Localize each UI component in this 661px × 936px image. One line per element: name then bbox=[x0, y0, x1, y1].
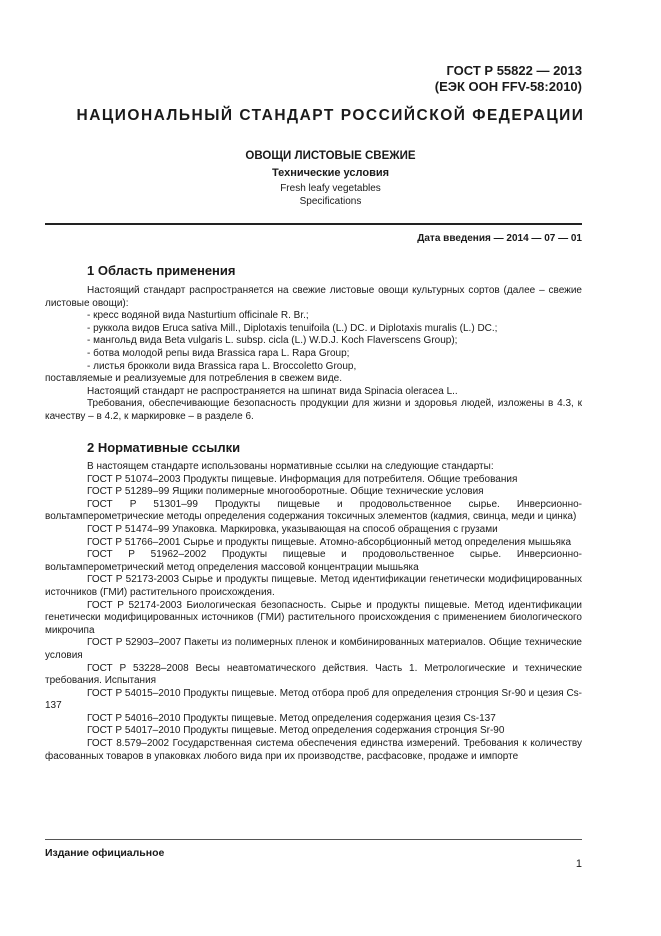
reference-item: ГОСТ Р 51962–2002 Продукты пищевые и продовольственное сырье. Инверсионно-вольтамперометрический метод определения массовой концентрации мышьяка bbox=[45, 549, 582, 573]
title-ru-main: ОВОЩИ ЛИСТОВЫЕ СВЕЖИЕ bbox=[245, 150, 416, 162]
list-item: - ботва молодой репы вида Brassica rapa L. Rapa Group; bbox=[87, 347, 350, 359]
reference-item: ГОСТ Р 51289–99 Ящики полимерные многооборотные. Общие технические условия bbox=[87, 486, 484, 498]
list-item: - листья брокколи вида Brassica rapa L. Broccoletto Group, bbox=[87, 360, 357, 372]
introduction-date: Дата введения — 2014 — 07 — 01 bbox=[417, 233, 582, 244]
document-code bbox=[435, 63, 582, 95]
paragraph: Настоящий стандарт не распространяется на шпинат вида Spinacia oleracea L.. bbox=[87, 385, 458, 397]
list-item: - мангольд вида Beta vulgaris L. subsp. cicla (L.) W.D.J. Koch Flaverscens Group); bbox=[87, 335, 458, 347]
national-standard-heading: НАЦИОНАЛЬНЫЙ СТАНДАРТ РОССИЙСКОЙ ФЕДЕРАЦИИ bbox=[76, 107, 585, 124]
reference-item: ГОСТ Р 54016–2010 Продукты пищевые. Метод определения содержания цезия Cs-137 bbox=[87, 712, 496, 724]
title-en-main: Fresh leafy vegetables bbox=[280, 183, 381, 194]
reference-item: ГОСТ Р 51474–99 Упаковка. Маркировка, указывающая на способ обращения с грузами bbox=[87, 523, 498, 535]
title-divider bbox=[45, 223, 582, 225]
edition-label: Издание официальное bbox=[45, 847, 165, 859]
reference-item: ГОСТ Р 51766–2001 Сырье и продукты пищевые. Атомно-абсорбционный метод определения мышьяка bbox=[87, 536, 572, 548]
page-number: 1 bbox=[575, 858, 582, 870]
reference-item: ГОСТ Р 54017–2010 Продукты пищевые. Метод определения содержания стронция Sr-90 bbox=[87, 725, 505, 737]
reference-item: ГОСТ Р 52173-2003 Сырье и продукты пищевые. Метод идентификации генетически модифицированных источников (ГМИ) растительного происхождения. bbox=[45, 574, 582, 598]
reference-item: ГОСТ 8.579–2002 Государственная система обеспечения единства измерений. Требования к количеству фасованных товаров в упаковках любого вида при их производстве, расфасовке, продаже и импорте bbox=[45, 738, 582, 762]
title-ru-sub: Технические условия bbox=[271, 167, 390, 179]
reference-item: ГОСТ Р 52174-2003 Биологическая безопасность. Сырье и продукты пищевые. Метод идентификации генетически модифицированных источников (ГМИ) растительного происхождения с применением биологического микрочипа bbox=[45, 599, 582, 636]
section2-heading: 2 Нормативные ссылки bbox=[87, 440, 241, 455]
paragraph: Настоящий стандарт распространяется на свежие листовые овощи культурных сортов (далее – свежие листовые овощи): bbox=[45, 285, 582, 309]
paragraph: Требования, обеспечивающие безопасность продукции для жизни и здоровья людей, изложены в 4.3, к качеству – в 4.2, к маркировке – в разделе 6. bbox=[45, 398, 582, 422]
list-item: - руккола видов Eruca sativa Mill., Diplotaxis tenuifoila (L.) DC. и Diplotaxis muralis (L.) DC.; bbox=[87, 322, 498, 334]
reference-item: ГОСТ Р 53228–2008 Весы неавтоматического действия. Часть 1. Метрологические и технические требования. Испытания bbox=[45, 662, 582, 687]
footer-divider bbox=[45, 839, 582, 840]
section2-body bbox=[45, 461, 582, 763]
title-en-sub: Specifications bbox=[299, 196, 362, 207]
reference-item: ГОСТ Р 51301–99 Продукты пищевые и продовольственное сырье. Инверсионно-вольтамперометрические методы определения содержания токсичных элементов (кадмия, свинца, меди и цинка) bbox=[45, 498, 582, 523]
document-code-line1: ГОСТ Р 55822 — 2013 bbox=[446, 63, 582, 78]
document-code-line2: (ЕЭК ООН FFV-58:2010) bbox=[434, 79, 582, 94]
reference-item: ГОСТ Р 54015–2010 Продукты пищевые. Метод отбора проб для определения стронция Sr-90 и цезия Cs-137 bbox=[45, 687, 582, 712]
list-item: - кресс водяной вида Nasturtium officinale R. Br.; bbox=[87, 310, 309, 322]
reference-item: ГОСТ Р 52903–2007 Пакеты из полимерных пленок и комбинированных материалов. Общие технические условия bbox=[45, 637, 582, 661]
reference-item: ГОСТ Р 51074–2003 Продукты пищевые. Информация для потребителя. Общие требования bbox=[87, 473, 518, 485]
paragraph: поставляемые и реализуемые для потребления в свежем виде. bbox=[45, 373, 343, 385]
section1-heading: 1 Область применения bbox=[87, 263, 236, 278]
paragraph: В настоящем стандарте использованы нормативные ссылки на следующие стандарты: bbox=[87, 461, 494, 472]
section1-body bbox=[45, 285, 582, 424]
